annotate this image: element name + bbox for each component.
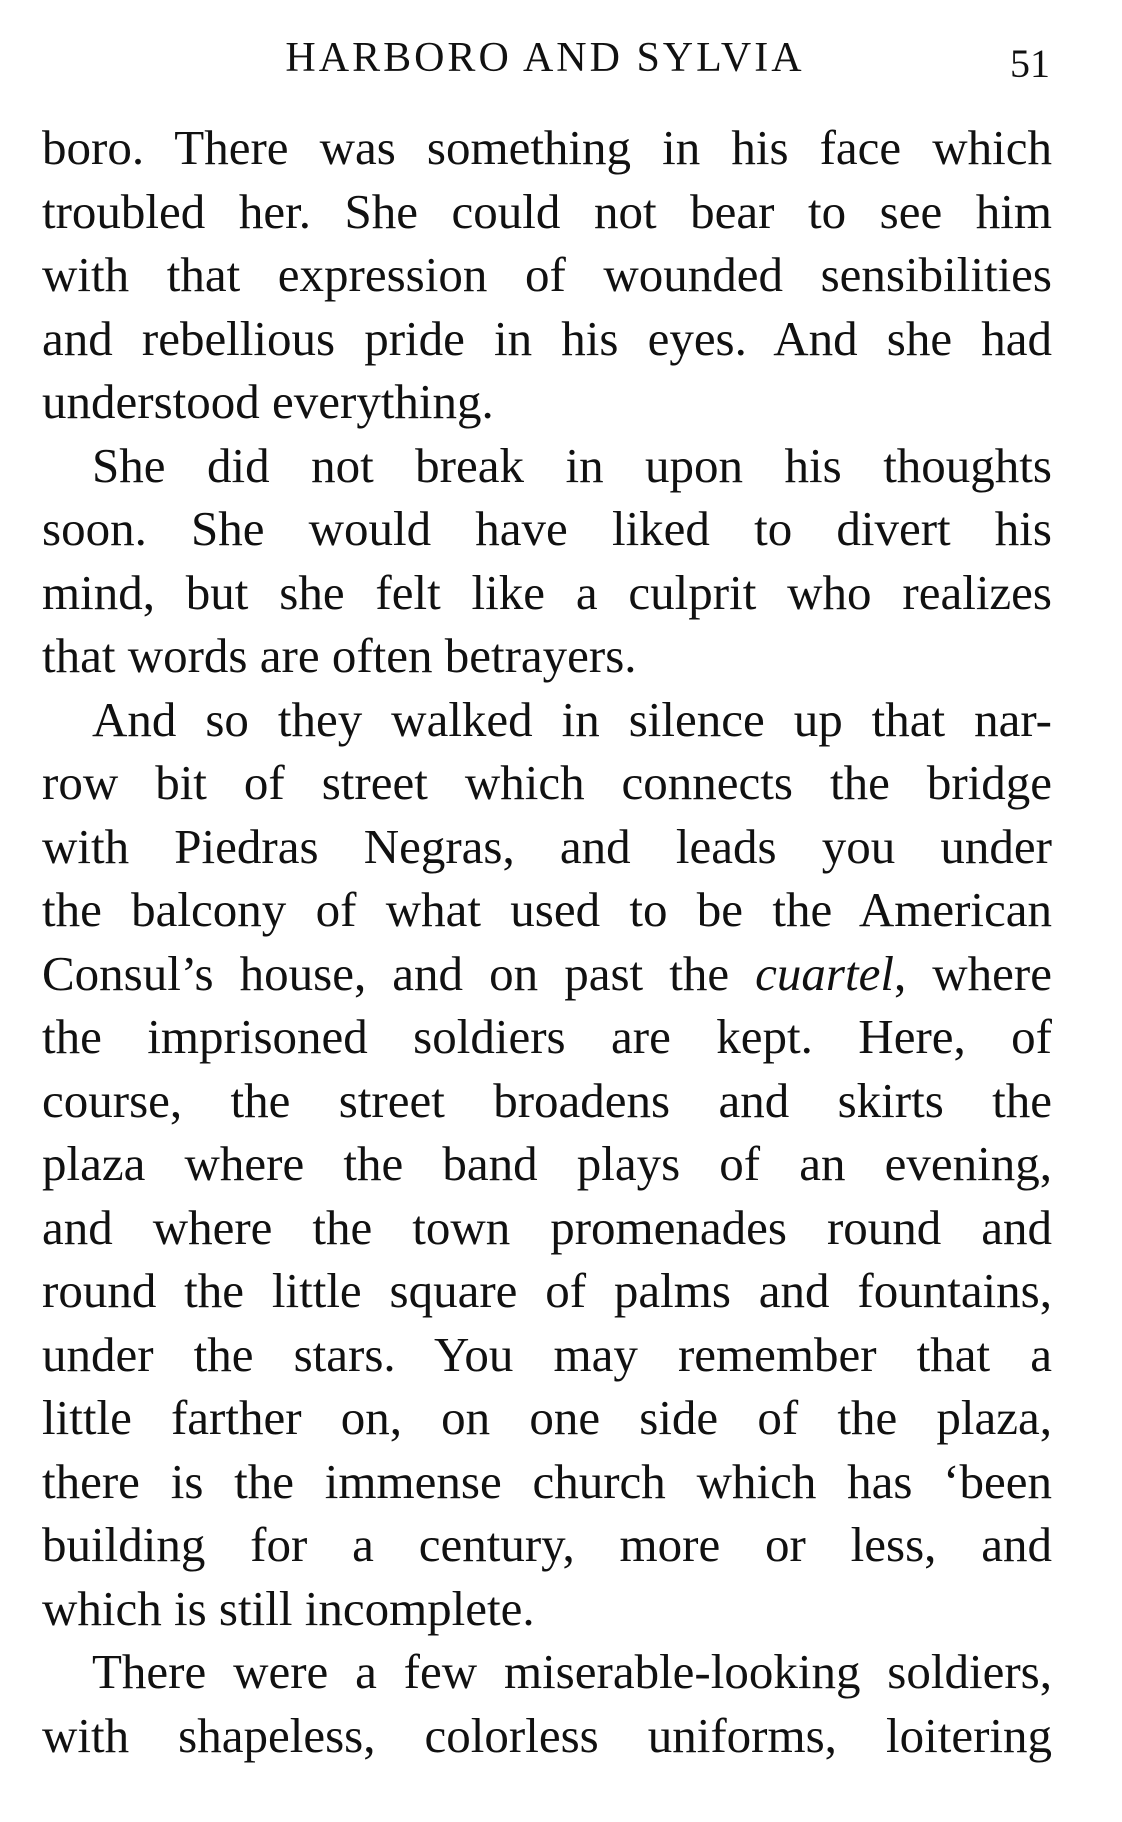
text-line: and where the town promenades round and (42, 1199, 1052, 1255)
text-line: and rebellious pride in his eyes. And she had (42, 310, 1052, 366)
text-line: row bit of street which connects the bridge (42, 755, 1052, 810)
running-head (40, 28, 1050, 88)
text-line: There were a few miserable-looking soldiers, (92, 1644, 1052, 1699)
text-line: the imprisoned soldiers are kept. Here, of (42, 1009, 1052, 1064)
italic-word: cuartel (755, 945, 894, 1001)
paragraph (42, 116, 1052, 434)
text-line: soon. She would have liked to divert his (42, 501, 1052, 556)
text-line: building for a century, more or less, and (42, 1517, 1052, 1572)
text-line: boro. There was something in his face which (42, 120, 1052, 175)
text-line: understood everything. (42, 374, 494, 429)
running-title: HARBORO AND SYLVIA (285, 35, 805, 81)
text-run: , where (893, 945, 1052, 1001)
paragraph (42, 688, 1052, 1641)
page-number: 51 (1010, 41, 1050, 86)
text-line: with that expression of wounded sensibilities (42, 247, 1052, 302)
text-line: the balcony of what used to be the American (42, 882, 1052, 937)
text-line: mind, but she felt like a culprit who realizes (42, 564, 1052, 620)
text-line: round the little square of palms and fountains, (42, 1263, 1052, 1318)
text-line: that words are often betrayers. (42, 628, 637, 683)
paragraph (42, 1640, 1052, 1767)
text-line: with shapeless, colorless uniforms, loitering (42, 1707, 1052, 1763)
text-line: troubled her. She could not bear to see him (42, 183, 1052, 239)
paragraph (42, 434, 1052, 688)
text-line: She did not break in upon his thoughts (92, 437, 1052, 493)
text-line: And so they walked in silence up that nar- (92, 691, 1052, 747)
text-line: there is the immense church which has ‘been (42, 1453, 1052, 1509)
text-line: under the stars. You may remember that a (42, 1326, 1052, 1382)
text-line: plaza where the band plays of an evening, (42, 1136, 1052, 1191)
text-line (42, 942, 1052, 1006)
text-line: little farther on, on one side of the plaza, (42, 1390, 1052, 1445)
text-run: Consul’s house, and on past the (42, 945, 756, 1001)
body-text (42, 116, 1052, 1767)
text-line: course, the street broadens and skirts the (42, 1072, 1052, 1128)
text-line: which is still incomplete. (42, 1580, 535, 1636)
text-line: with Piedras Negras, and leads you under (42, 818, 1052, 874)
